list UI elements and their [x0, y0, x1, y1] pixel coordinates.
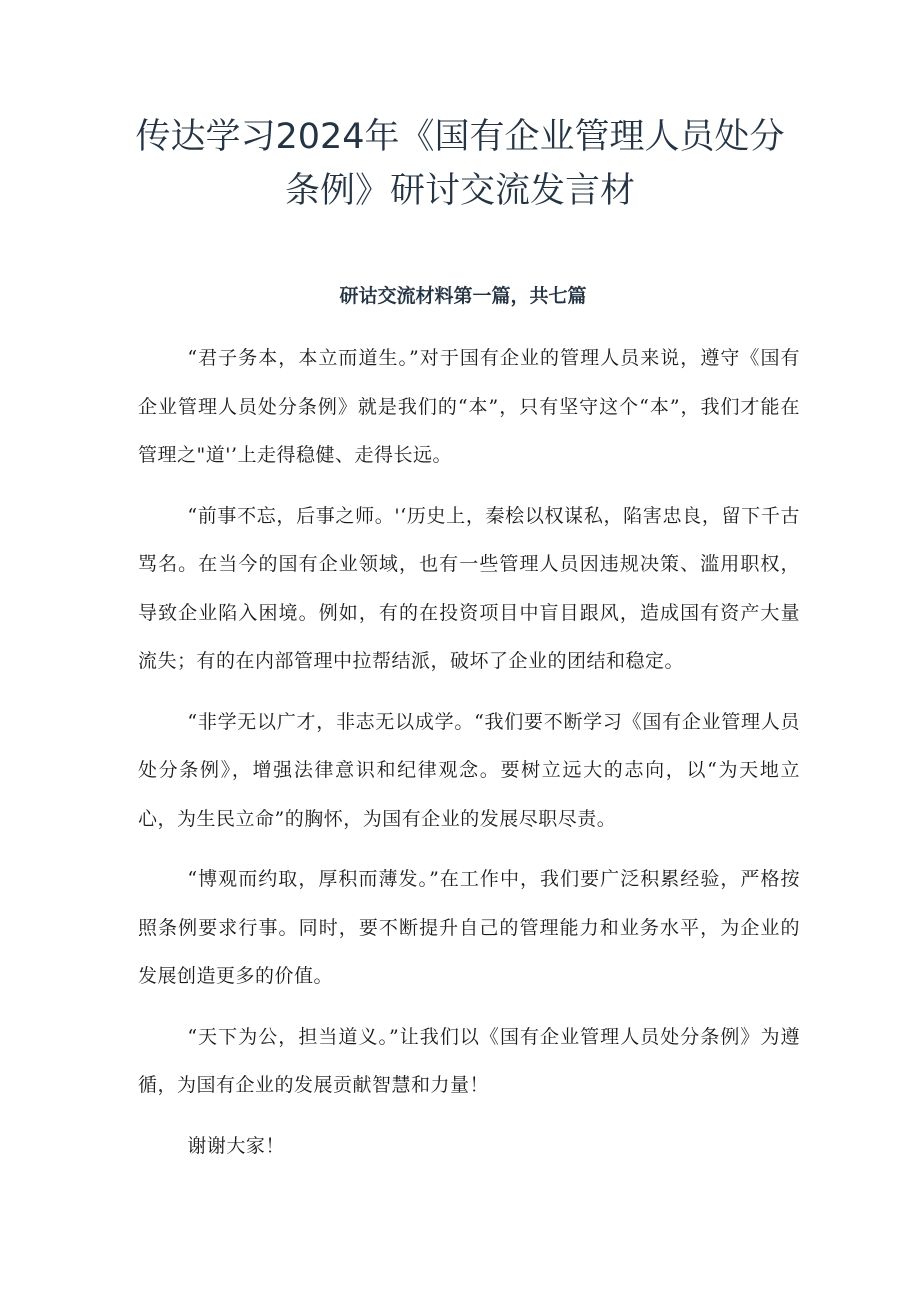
document-subtitle: 研诂交流材料第一篇，共七篇: [339, 285, 587, 307]
title-line-1: 传达学习2024年《国有企业管理人员处分: [135, 117, 785, 157]
paragraph-4: “博观而约取，厚积而薄发。”在工作中，我们要广泛积累经验，严格按照条例要求行事。同时，要不断提升自己的管理能力和业务水平，为企业的发展创造更多的价值。: [138, 868, 800, 987]
paragraph-5: “天下为公，担当道义。”让我们以《国有企业管理人员处分条例》为遵循，为国有企业的发展贡献智慧和力量！: [138, 1025, 800, 1096]
closing-line: 谢谢大家！: [187, 1134, 285, 1157]
paragraph-1: “君子务本，本立而道生。”对于国有企业的管理人员来说，遵守《国有企业管理人员处分条例》就是我们的“本”，只有坚守这个“本”，我们才能在管理之"道'’上走得稳健、走得长远。: [138, 347, 800, 466]
title-line-2: 条例》研讨交流发言材: [284, 171, 635, 211]
document-title: [110, 110, 810, 218]
paragraph-2: “前事不忘，后事之师。'‘历史上，秦桧以权谋私，陷害忠良，留下千古骂名。在当今的国有企业领域，也有一些管理人员因违规决策、滥用职权，导致企业陷入困境。例如，有的在投资项目中盲目跟风，造成国有资产大量流失；有的在内部管理中拉帮结派，破坏了企业的团结和稳定。: [138, 504, 800, 672]
paragraph-3: “非学无以广才，非志无以成学。“我们要不断学习《国有企业管理人员处分条例》，增强法律意识和纪律观念。要树立远大的志向，以“为天地立心，为生民立命”的胸怀，为国有企业的发展尽职尽责。: [138, 710, 800, 830]
document-body: [138, 334, 800, 1170]
